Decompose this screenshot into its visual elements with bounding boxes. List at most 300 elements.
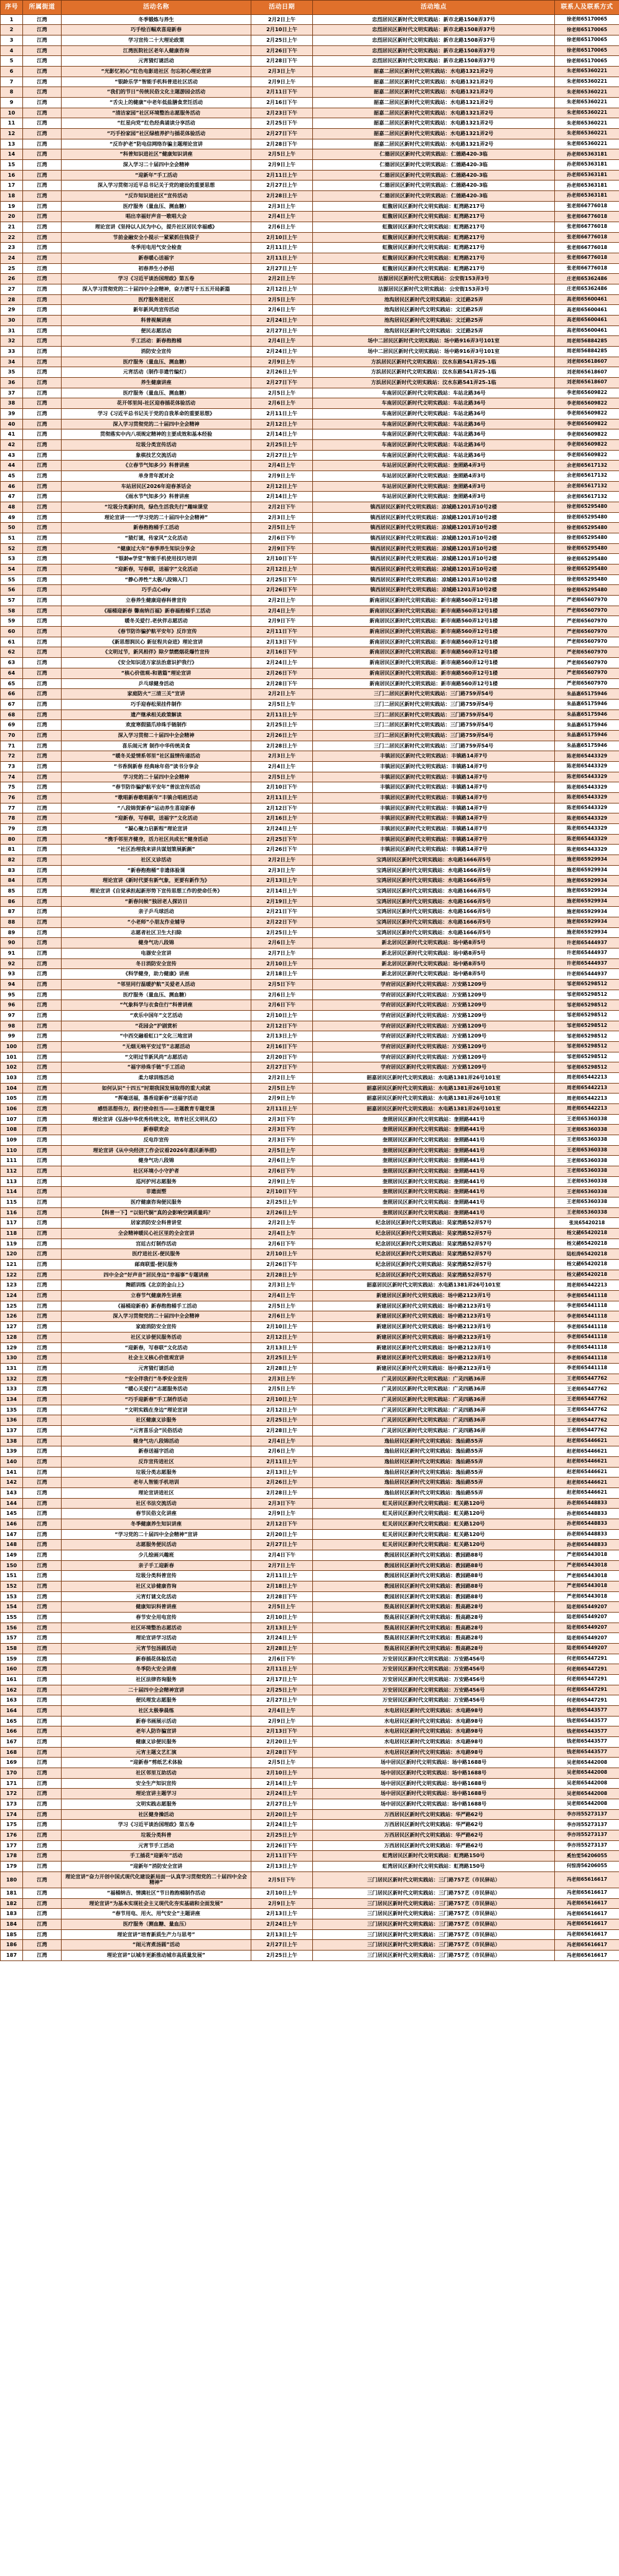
cell-activity-date: 2月24日上午 bbox=[251, 1919, 313, 1930]
cell-activity-name: 乒乓球健身活动 bbox=[62, 678, 251, 689]
cell-contact: 徐老师65295480 bbox=[555, 574, 619, 585]
cell-activity-location: 场中二居民区新时代文明实践站：场中路916弄3号101室 bbox=[313, 336, 555, 347]
cell-street: 江湾 bbox=[23, 512, 62, 523]
cell-activity-name: 初春养生小妙招 bbox=[62, 263, 251, 274]
table-row bbox=[1, 710, 619, 720]
cell-activity-location: 三门二居民区新时代文明实践站：三门路759弄54号 bbox=[313, 699, 555, 710]
table-row bbox=[1, 128, 619, 139]
cell-activity-name: 冬季用电用气安全检查 bbox=[62, 243, 251, 253]
cell-index: 76 bbox=[1, 792, 23, 803]
cell-street: 江湾 bbox=[23, 66, 62, 77]
cell-index: 34 bbox=[1, 357, 23, 367]
cell-activity-date: 2月25日下午 bbox=[251, 118, 313, 129]
cell-street: 江湾 bbox=[23, 523, 62, 533]
table-row bbox=[1, 118, 619, 129]
cell-activity-name: 理论宣讲《自觉承担起新形势下宣传思想工作的使命任务》 bbox=[62, 886, 251, 896]
cell-index: 56 bbox=[1, 585, 23, 596]
cell-activity-name: 医疗健康咨询便民服务 bbox=[62, 1197, 251, 1208]
cell-contact: 陈老师65443329 bbox=[555, 772, 619, 782]
cell-street: 江湾 bbox=[23, 834, 62, 845]
cell-activity-date: 2月20日上午 bbox=[251, 1809, 313, 1820]
cell-contact: 邹老师65298512 bbox=[555, 1000, 619, 1011]
cell-activity-name: 医疗服务（量血压、测血糖） bbox=[62, 388, 251, 398]
cell-activity-name: 学习宣传二十大理论政策 bbox=[62, 35, 251, 45]
cell-activity-date: 2月27日上午 bbox=[251, 326, 313, 336]
cell-activity-location: 广灵居民区新时代文明实践站：广灵四路36弄 bbox=[313, 1415, 555, 1426]
cell-index: 41 bbox=[1, 429, 23, 440]
cell-contact: 张老师66776018 bbox=[555, 253, 619, 263]
cell-contact: 邹老师65298512 bbox=[555, 1052, 619, 1062]
table-row bbox=[1, 139, 619, 149]
table-row bbox=[1, 1571, 619, 1581]
cell-index: 108 bbox=[1, 1125, 23, 1135]
cell-street: 江湾 bbox=[23, 1322, 62, 1332]
cell-street: 江湾 bbox=[23, 1031, 62, 1042]
table-row bbox=[1, 45, 619, 56]
cell-contact: 朱晶惠65175946 bbox=[555, 730, 619, 741]
cell-index: 66 bbox=[1, 689, 23, 700]
cell-index: 140 bbox=[1, 1456, 23, 1467]
cell-street: 江湾 bbox=[23, 1280, 62, 1291]
cell-contact: 严老师65607970 bbox=[555, 627, 619, 637]
cell-index: 136 bbox=[1, 1415, 23, 1426]
cell-street: 江湾 bbox=[23, 180, 62, 191]
cell-street: 江湾 bbox=[23, 543, 62, 554]
cell-activity-location: 广灵居民区新时代文明实践站：广灵四路36弄 bbox=[313, 1374, 555, 1384]
cell-index: 86 bbox=[1, 896, 23, 907]
cell-activity-name: 【科普一下】“以铝代铜”真的会影响空调质量吗？ bbox=[62, 1207, 251, 1218]
cell-street: 江湾 bbox=[23, 1871, 62, 1888]
cell-index: 49 bbox=[1, 512, 23, 523]
table-row bbox=[1, 1436, 619, 1446]
table-row bbox=[1, 1011, 619, 1021]
cell-street: 江湾 bbox=[23, 481, 62, 492]
cell-index: 112 bbox=[1, 1166, 23, 1177]
cell-activity-name: “春节防诈骗护航平安年”普法宣传活动 bbox=[62, 782, 251, 793]
cell-street: 江湾 bbox=[23, 1581, 62, 1591]
table-row bbox=[1, 865, 619, 876]
table-row bbox=[1, 1747, 619, 1758]
cell-activity-name: 手工活动：新春抱抱桶 bbox=[62, 336, 251, 347]
cell-activity-location: 万西居民区新时代文明实践站：华严路62号 bbox=[313, 1830, 555, 1841]
cell-activity-name: 社区义诊活动 bbox=[62, 855, 251, 865]
cell-activity-name: 学习党的二十届四中全会精神 bbox=[62, 772, 251, 782]
cell-index: 64 bbox=[1, 668, 23, 678]
cell-index: 22 bbox=[1, 232, 23, 243]
cell-street: 江湾 bbox=[23, 25, 62, 35]
cell-activity-location: 场中居民区新时代文明实践站：场中路1688号 bbox=[313, 1799, 555, 1810]
table-row bbox=[1, 1239, 619, 1249]
cell-street: 江湾 bbox=[23, 1529, 62, 1540]
cell-activity-name: 深入学习二十届四中全会精神 bbox=[62, 159, 251, 170]
cell-index: 120 bbox=[1, 1249, 23, 1260]
cell-activity-date: 2月10日上午 bbox=[251, 1249, 313, 1260]
cell-activity-location: 教园居民区新时代文明实践站：教园路88号 bbox=[313, 1550, 555, 1560]
cell-street: 江湾 bbox=[23, 678, 62, 689]
cell-street: 江湾 bbox=[23, 1094, 62, 1104]
cell-activity-location: 韶嘉居民区新时代文明实践站：水电路1381弄26号101室 bbox=[313, 1094, 555, 1104]
cell-contact: 冯老师65616617 bbox=[555, 1871, 619, 1888]
table-row bbox=[1, 596, 619, 606]
cell-index: 134 bbox=[1, 1394, 23, 1405]
table-row bbox=[1, 1888, 619, 1899]
table-row bbox=[1, 284, 619, 294]
cell-contact: 王老师65360338 bbox=[555, 1114, 619, 1125]
cell-index: 17 bbox=[1, 180, 23, 191]
cell-street: 江湾 bbox=[23, 772, 62, 782]
cell-activity-location: 水电居民区新时代文明实践站：水电路98号 bbox=[313, 1737, 555, 1748]
cell-activity-location: 场中居民区新时代文明实践站：场中路1688号 bbox=[313, 1778, 555, 1789]
cell-activity-date: 2月11日下午 bbox=[251, 627, 313, 637]
cell-activity-location: 场中居民区新时代文明实践站：场中路1688号 bbox=[313, 1768, 555, 1779]
cell-activity-name: 巧手点心diy bbox=[62, 585, 251, 596]
cell-activity-name: “健康过大年”春季养生知识分享会 bbox=[62, 543, 251, 554]
cell-contact: 陆老师65449207 bbox=[555, 1612, 619, 1623]
cell-contact: 徐老师65295480 bbox=[555, 554, 619, 564]
cell-contact: 孙老师65448833 bbox=[555, 1509, 619, 1519]
cell-activity-date: 2月3日上午 bbox=[251, 201, 313, 212]
cell-activity-name: “学习党的二十届四中全会精神”宣讲 bbox=[62, 1529, 251, 1540]
cell-activity-location: 殷高居民区新时代文明实践站：殷高路28号 bbox=[313, 1623, 555, 1633]
cell-activity-name: “凝心聚力启新程”理论宣讲 bbox=[62, 823, 251, 834]
cell-activity-date: 2月27日上午 bbox=[251, 180, 313, 191]
cell-index: 106 bbox=[1, 1104, 23, 1115]
cell-street: 江湾 bbox=[23, 1000, 62, 1011]
cell-activity-date: 2月9日下午 bbox=[251, 616, 313, 627]
cell-street: 江湾 bbox=[23, 1062, 62, 1073]
cell-contact: 陈老师65443329 bbox=[555, 834, 619, 845]
cell-activity-name: 巡河护河志愿服务 bbox=[62, 1176, 251, 1187]
cell-street: 江湾 bbox=[23, 1425, 62, 1436]
cell-index: 43 bbox=[1, 450, 23, 461]
cell-activity-name: “巧手扮家园”社区绿植养护与插花体验活动 bbox=[62, 128, 251, 139]
table-row bbox=[1, 170, 619, 180]
cell-street: 江湾 bbox=[23, 1747, 62, 1758]
cell-activity-name: “迎新春，写春联”文化活动 bbox=[62, 1342, 251, 1353]
cell-contact: 徐老师65170065 bbox=[555, 56, 619, 67]
cell-activity-location: 学府居民区新时代文明实践站：万安路1209号 bbox=[313, 979, 555, 990]
cell-index: 5 bbox=[1, 56, 23, 67]
cell-street: 江湾 bbox=[23, 1374, 62, 1384]
cell-activity-location: 虹关居民区新时代文明实践站：虹关路120号 bbox=[313, 1519, 555, 1529]
cell-street: 江湾 bbox=[23, 170, 62, 180]
cell-activity-date: 2月2日下午 bbox=[251, 502, 313, 513]
cell-index: 101 bbox=[1, 1052, 23, 1062]
cell-activity-date: 2月4日上午 bbox=[251, 1229, 313, 1239]
cell-activity-name: 医疗进社区-便民服务 bbox=[62, 1249, 251, 1260]
table-row bbox=[1, 730, 619, 741]
table-row bbox=[1, 564, 619, 575]
cell-activity-name: 欢度寒假猫爪珍珠手链制作 bbox=[62, 720, 251, 731]
cell-contact: 钱老师65443577 bbox=[555, 1716, 619, 1726]
table-row bbox=[1, 668, 619, 678]
cell-index: 72 bbox=[1, 751, 23, 762]
cell-street: 江湾 bbox=[23, 1716, 62, 1726]
cell-street: 江湾 bbox=[23, 201, 62, 212]
cell-activity-name: 社会主义核心价值观宣讲 bbox=[62, 1353, 251, 1364]
cell-activity-location: 仁德居民区新时代文明实践站：仁德路420-3临 bbox=[313, 159, 555, 170]
table-row bbox=[1, 1929, 619, 1940]
table-row bbox=[1, 823, 619, 834]
cell-activity-location: 水电居民区新时代文明实践站：水电路98号 bbox=[313, 1716, 555, 1726]
cell-activity-location: 韶嘉居民区新时代文明实践站：水电路1381弄26号101室 bbox=[313, 1073, 555, 1084]
cell-contact: 李老师65609822 bbox=[555, 450, 619, 461]
cell-activity-name: 健康知识科普讲座 bbox=[62, 1602, 251, 1613]
cell-activity-location: 奎照居民区新时代文明实践站：奎照路441号 bbox=[313, 1125, 555, 1135]
cell-activity-name: 立春养生健康迎春科普宣传 bbox=[62, 596, 251, 606]
cell-activity-location: 韶嘉居民区新时代文明实践站：水电路1381弄26号101室 bbox=[313, 1083, 555, 1094]
cell-activity-name: “携手邻里齐健身，活力社区共成长”健身活动 bbox=[62, 834, 251, 845]
cell-street: 江湾 bbox=[23, 907, 62, 917]
cell-index: 67 bbox=[1, 699, 23, 710]
cell-index: 117 bbox=[1, 1218, 23, 1229]
cell-activity-location: 逸仙居民区新时代文明实践站：逸仙路55弄 bbox=[313, 1456, 555, 1467]
cell-activity-date: 2月10日下午 bbox=[251, 782, 313, 793]
cell-activity-location: 逸仙居民区新时代文明实践站：逸仙路55弄 bbox=[313, 1436, 555, 1446]
cell-activity-name: 冬日消防安全宣传 bbox=[62, 958, 251, 969]
cell-contact: 周老师56884285 bbox=[555, 336, 619, 347]
cell-contact: 李亦玮55273137 bbox=[555, 1820, 619, 1830]
cell-activity-name: 深入学习贯彻党的二十届四中全会精神 bbox=[62, 419, 251, 429]
table-row bbox=[1, 1166, 619, 1177]
cell-index: 39 bbox=[1, 409, 23, 419]
cell-contact: 李老师65441118 bbox=[555, 1353, 619, 1364]
column-header-contact: 联系人及联系方式 bbox=[555, 1, 619, 15]
cell-activity-location: 殷高居民区新时代文明实践站：殷高路28号 bbox=[313, 1602, 555, 1613]
cell-activity-name: 居家消防安全科普讲堂 bbox=[62, 1218, 251, 1229]
cell-activity-date: 2月9日上午 bbox=[251, 77, 313, 87]
cell-index: 155 bbox=[1, 1612, 23, 1623]
cell-activity-date: 2月28日下午 bbox=[251, 139, 313, 149]
cell-contact: 陈老师65443329 bbox=[555, 792, 619, 803]
cell-activity-name: 巧手迎春松果挂件制作 bbox=[62, 699, 251, 710]
cell-activity-name: 安全生产知识宣传 bbox=[62, 1778, 251, 1789]
cell-activity-date: 2月10日下午 bbox=[251, 554, 313, 564]
cell-contact: 徐老师65295480 bbox=[555, 533, 619, 544]
cell-street: 江湾 bbox=[23, 1384, 62, 1395]
cell-street: 江湾 bbox=[23, 1633, 62, 1644]
cell-activity-location: 宝鸿居民区新时代文明实践站：水电路1666弄5号 bbox=[313, 886, 555, 896]
cell-activity-name: 车站居民区2026年迎春茶话会 bbox=[62, 481, 251, 492]
cell-index: 173 bbox=[1, 1799, 23, 1810]
cell-contact: 严老师65443018 bbox=[555, 1581, 619, 1591]
cell-activity-location: 新南居民区新时代文明实践站：新市南路560弄12号1楼 bbox=[313, 678, 555, 689]
table-row bbox=[1, 813, 619, 824]
cell-activity-date: 2月10日上午 bbox=[251, 25, 313, 35]
cell-activity-date: 2月7日上午 bbox=[251, 1560, 313, 1571]
column-header-activity-location: 活动地点 bbox=[313, 1, 555, 15]
cell-activity-date: 2月25日上午 bbox=[251, 1830, 313, 1841]
cell-activity-location: 殷高居民区新时代文明实践站：殷高路28号 bbox=[313, 1643, 555, 1654]
cell-activity-location: 沽源居民区新时代文明实践站：公安街153弄3号 bbox=[313, 284, 555, 294]
cell-street: 江湾 bbox=[23, 1919, 62, 1930]
cell-index: 177 bbox=[1, 1840, 23, 1851]
cell-activity-name: 如何认识“十四五”时期我国发展取得的重大成就 bbox=[62, 1083, 251, 1094]
cell-activity-name: 感悟思想伟力，践行使命担当——主题教育专题党课 bbox=[62, 1104, 251, 1115]
table-row bbox=[1, 1073, 619, 1084]
cell-street: 江湾 bbox=[23, 1498, 62, 1509]
cell-contact: 张岚65420218 bbox=[555, 1218, 619, 1229]
cell-activity-name: 理论宣讲《从中央经济工作会议看2026年惠民新举措》 bbox=[62, 1145, 251, 1156]
cell-index: 23 bbox=[1, 243, 23, 253]
cell-index: 55 bbox=[1, 574, 23, 585]
cell-activity-name: “新春问候”独居老人探访日 bbox=[62, 896, 251, 907]
cell-activity-name: “我们的节日”传统民俗文化主题游园会活动 bbox=[62, 87, 251, 98]
cell-activity-name: 家庭防火“三清三关”宣讲 bbox=[62, 689, 251, 700]
table-row bbox=[1, 1083, 619, 1094]
table-header bbox=[1, 1, 619, 15]
table-row bbox=[1, 782, 619, 793]
cell-activity-date: 2月6日上午 bbox=[251, 222, 313, 232]
cell-contact: 杨文赭65420218 bbox=[555, 1270, 619, 1280]
cell-contact: 朱老师65360221 bbox=[555, 139, 619, 149]
cell-street: 江湾 bbox=[23, 1560, 62, 1571]
cell-index: 46 bbox=[1, 481, 23, 492]
cell-index: 12 bbox=[1, 128, 23, 139]
cell-activity-location: 纪念居民区新时代文明实践站：昊家湾路52弄57号 bbox=[313, 1218, 555, 1229]
table-row bbox=[1, 419, 619, 429]
cell-contact: 余老师65617132 bbox=[555, 461, 619, 471]
cell-street: 江湾 bbox=[23, 461, 62, 471]
cell-contact: 陆老师65449207 bbox=[555, 1633, 619, 1644]
cell-contact: 周老师65442213 bbox=[555, 1104, 619, 1115]
cell-activity-date: 2月12日下午 bbox=[251, 1519, 313, 1529]
table-row bbox=[1, 1384, 619, 1395]
cell-activity-name: 理论宣讲学习活动 bbox=[62, 1633, 251, 1644]
cell-street: 江湾 bbox=[23, 761, 62, 772]
cell-street: 江湾 bbox=[23, 77, 62, 87]
cell-activity-location: 镇西居民区新时代文明实践站：凉城路1201弄10号2楼 bbox=[313, 574, 555, 585]
cell-activity-name: 深入学习贯彻党的二十届四中全会精神，奋力谱写十五五开局新篇 bbox=[62, 284, 251, 294]
cell-contact: 王老师65360338 bbox=[555, 1156, 619, 1166]
cell-activity-location: 场中二居民区新时代文明实践站：场中路916弄3号101室 bbox=[313, 347, 555, 357]
cell-activity-date: 2月25日上午 bbox=[251, 1197, 313, 1208]
cell-contact: 吴老师65442008 bbox=[555, 1799, 619, 1810]
cell-activity-location: 三门居民区新时代文明实践站：三门路757艺（市民驿站） bbox=[313, 1909, 555, 1919]
table-row bbox=[1, 554, 619, 564]
cell-activity-date: 2月10日上午 bbox=[251, 1322, 313, 1332]
table-row bbox=[1, 1425, 619, 1436]
cell-activity-location: 万安居民区新时代文明实践站：万安路456号 bbox=[313, 1685, 555, 1695]
table-row bbox=[1, 1940, 619, 1951]
table-row bbox=[1, 14, 619, 25]
cell-activity-name: 二十届四中全会精神宣讲 bbox=[62, 1685, 251, 1695]
cell-contact: 施老师65929934 bbox=[555, 876, 619, 886]
cell-contact: 施老师65929934 bbox=[555, 896, 619, 907]
cell-activity-name: “迎新春，写春联，送福字”文化活动 bbox=[62, 813, 251, 824]
cell-contact: 钱老师65443577 bbox=[555, 1706, 619, 1717]
cell-street: 江湾 bbox=[23, 149, 62, 160]
cell-activity-location: 虹馥居民区新时代文明实践站：虹湾路217号 bbox=[313, 263, 555, 274]
table-row bbox=[1, 305, 619, 316]
cell-index: 158 bbox=[1, 1643, 23, 1654]
cell-activity-name: “银龄e学堂”智能手机使用技巧培训 bbox=[62, 554, 251, 564]
cell-index: 114 bbox=[1, 1187, 23, 1197]
table-row bbox=[1, 948, 619, 958]
cell-index: 58 bbox=[1, 606, 23, 616]
cell-activity-date: 2月28日上午 bbox=[251, 190, 313, 201]
cell-activity-date: 2月18日上午 bbox=[251, 1581, 313, 1591]
cell-index: 18 bbox=[1, 190, 23, 201]
cell-activity-date: 2月7日上午 bbox=[251, 948, 313, 958]
cell-contact: 王老师65447762 bbox=[555, 1374, 619, 1384]
cell-street: 江湾 bbox=[23, 741, 62, 751]
cell-contact: 许老师65444937 bbox=[555, 948, 619, 958]
cell-contact: 张老师66776018 bbox=[555, 243, 619, 253]
cell-contact: 邹老师65298512 bbox=[555, 979, 619, 990]
cell-activity-date: 2月28日上午 bbox=[251, 1425, 313, 1436]
cell-street: 江湾 bbox=[23, 1311, 62, 1322]
cell-street: 江湾 bbox=[23, 243, 62, 253]
cell-street: 江湾 bbox=[23, 1675, 62, 1685]
cell-index: 19 bbox=[1, 201, 23, 212]
cell-activity-date: 2月4日上午 bbox=[251, 336, 313, 347]
cell-activity-date: 2月11日上午 bbox=[251, 792, 313, 803]
table-row bbox=[1, 378, 619, 388]
cell-activity-name: 深入学习贯彻党的二十届四中全会精神 bbox=[62, 1311, 251, 1322]
cell-contact: 赵老师65446621 bbox=[555, 1487, 619, 1498]
cell-contact: 孙老师65363181 bbox=[555, 159, 619, 170]
cell-activity-date: 2月3日上午 bbox=[251, 1280, 313, 1291]
table-row bbox=[1, 1176, 619, 1187]
table-row bbox=[1, 1291, 619, 1301]
cell-activity-location: 学府居民区新时代文明实践站：万安路1209号 bbox=[313, 1062, 555, 1073]
cell-contact: 吴老师65442008 bbox=[555, 1768, 619, 1779]
cell-contact: 王老师65447762 bbox=[555, 1425, 619, 1436]
cell-activity-name: “春节用电、用火、用气安全”主题讲座 bbox=[62, 1909, 251, 1919]
cell-activity-location: 学府居民区新时代文明实践站：万安路1209号 bbox=[313, 1011, 555, 1021]
cell-activity-name: “歌唱新春歌唱新年”丰镇合唱班活动 bbox=[62, 792, 251, 803]
cell-activity-location: 丰镇居民区新时代文明实践站：丰镇路14弄7号 bbox=[313, 803, 555, 813]
cell-activity-location: 万安居民区新时代文明实践站：万安路456号 bbox=[313, 1695, 555, 1706]
table-row bbox=[1, 1021, 619, 1031]
cell-contact: 吴老师65442008 bbox=[555, 1789, 619, 1799]
cell-contact: 邹老师65298512 bbox=[555, 1031, 619, 1042]
cell-activity-date: 2月10日下午 bbox=[251, 1187, 313, 1197]
cell-street: 江湾 bbox=[23, 378, 62, 388]
cell-index: 74 bbox=[1, 772, 23, 782]
cell-activity-date: 2月13日上午 bbox=[251, 1467, 313, 1478]
cell-contact: 王老师65360338 bbox=[555, 1125, 619, 1135]
cell-activity-date: 2月24日上午 bbox=[251, 658, 313, 668]
cell-contact: 邹老师65298512 bbox=[555, 1062, 619, 1073]
cell-activity-location: 三门居民区新时代文明实践站：三门路757艺（市民驿站） bbox=[313, 1951, 555, 1961]
table-row bbox=[1, 1405, 619, 1415]
cell-activity-date: 2月6日下午 bbox=[251, 1654, 313, 1664]
cell-street: 江湾 bbox=[23, 1654, 62, 1664]
cell-activity-date: 2月5日上午 bbox=[251, 772, 313, 782]
cell-contact: 周老师65442213 bbox=[555, 1094, 619, 1104]
cell-contact: 刘老师65618607 bbox=[555, 367, 619, 378]
cell-activity-location: 奎照居民区新时代文明实践站：奎照路441号 bbox=[313, 1207, 555, 1218]
cell-activity-location: 沽源居民区新时代文明实践站：公安街153弄3号 bbox=[313, 274, 555, 284]
cell-street: 江湾 bbox=[23, 813, 62, 824]
cell-activity-date: 2月25日上午 bbox=[251, 1685, 313, 1695]
cell-street: 江湾 bbox=[23, 1363, 62, 1374]
cell-street: 江湾 bbox=[23, 440, 62, 451]
cell-index: 144 bbox=[1, 1498, 23, 1509]
cell-contact: 李老师65609822 bbox=[555, 398, 619, 409]
table-row bbox=[1, 855, 619, 865]
cell-street: 江湾 bbox=[23, 865, 62, 876]
cell-street: 江湾 bbox=[23, 1011, 62, 1021]
cell-activity-location: 万安居民区新时代文明实践站：万安路456号 bbox=[313, 1654, 555, 1664]
table-row bbox=[1, 845, 619, 855]
cell-activity-name: 社区书法交流活动 bbox=[62, 1498, 251, 1509]
table-row bbox=[1, 1951, 619, 1961]
cell-activity-location: 虹湾居民区新时代文明实践站：虹湾路150号 bbox=[313, 1862, 555, 1872]
cell-street: 江湾 bbox=[23, 1789, 62, 1799]
